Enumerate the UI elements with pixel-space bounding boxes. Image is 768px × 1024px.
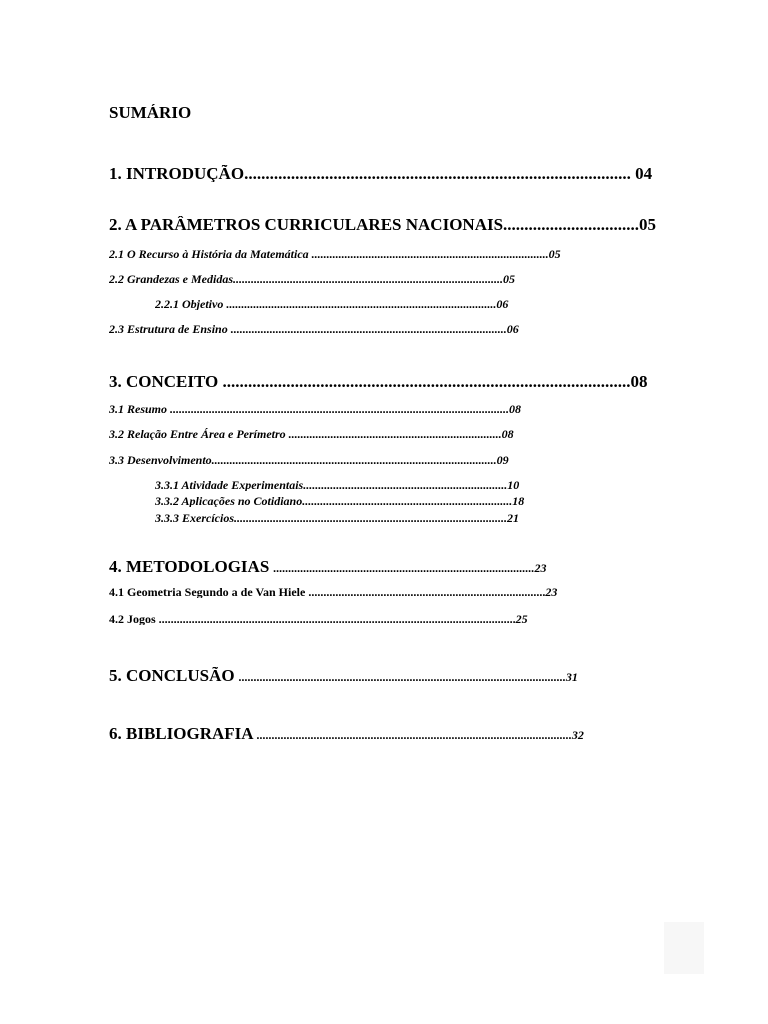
toc-entry[interactable] [109,403,693,415]
toc-entry-label: 2.2 Grandezas e Medidas [109,273,234,285]
toc-entry-label: 2.3 Estrutura de Ensino [109,323,231,335]
toc-entry-leader: ........................................................................................... [234,512,507,524]
toc-entry-label: 2.1 O Recurso à História da Matemática [109,248,312,260]
toc-entry[interactable] [109,586,693,598]
toc-entry[interactable] [109,273,693,285]
toc-entry-page: 18 [512,495,525,507]
page-corner-mark [664,922,704,974]
toc-entry-leader: ....................................................................... [288,428,502,440]
toc-entry-label: 4.1 Geometria Segundo a de Van Hiele [109,586,309,598]
toc-entry-label: 3.3.3 Exercícios [155,512,234,524]
toc-entry-page: 10 [507,479,520,491]
toc-entry-leader: ......................................................................................................... [256,728,572,742]
toc-entry-page: 23 [534,561,547,575]
toc-entry-leader: ............................................................................................... [211,454,497,466]
toc-entry-page: 25 [515,613,528,625]
toc-entry-leader: ....................................................................................................................... [158,613,516,625]
toc-entry-page: 23 [545,586,558,598]
toc-entry-leader: ........................................................................................... [244,165,631,182]
toc-entry-page: 04 [630,165,653,182]
toc-entry-label: 3.2 Relação Entre Área e Perímetro [109,428,289,440]
toc-entry[interactable] [109,667,693,684]
toc-entry[interactable] [109,373,693,390]
toc-entry[interactable] [109,428,693,440]
toc-entry-page: 05 [639,216,657,233]
toc-title: SUMÁRIO [109,104,192,121]
toc-entry-leader: ............................................................................... [308,586,546,598]
toc-entry-leader: .................................................................... [303,479,508,491]
toc-entry[interactable] [109,216,693,233]
toc-entry-page: 08 [501,428,514,440]
toc-entry[interactable] [109,725,693,742]
toc-entry[interactable] [155,479,693,491]
toc-entry-leader: ................................................................................................................. [170,403,510,415]
toc-entry-label: 4.2 Jogos [109,613,159,625]
toc-entry-page: 05 [503,273,516,285]
toc-entry-page: 09 [496,454,509,466]
toc-entry[interactable] [155,495,693,507]
toc-entry-leader: ....................................................................................... [273,561,535,575]
toc-entry-label: 1. INTRODUÇÃO [109,165,245,182]
toc-entry-label: 3.3.1 Atividade Experimentais [155,479,304,491]
toc-entry-page: 08 [509,403,522,415]
toc-entry[interactable] [109,558,693,575]
toc-entry-page: 06 [496,298,509,310]
toc-entry-page: 21 [507,512,519,524]
toc-entry-page: 32 [571,728,584,742]
toc-entry[interactable] [155,512,693,524]
toc-entry[interactable] [109,323,693,335]
toc-entry-leader: ............................................................................................ [230,323,507,335]
toc-entry-page: 31 [565,670,578,684]
toc-entry-page: 08 [630,373,648,390]
toc-entry-leader: .......................................................................................... [233,273,504,285]
toc-entry-leader: ............................................................................................................. [238,670,566,684]
toc-entry[interactable] [109,165,693,182]
toc-entry-label: 3.3.2 Aplicações no Cotidiano [155,495,303,507]
toc-entry[interactable] [109,613,693,625]
toc-entry-leader: ................................................................................................ [222,373,631,390]
toc-entry-label: 5. CONCLUSÃO [109,667,239,684]
toc-entry-leader: .......................................................................................... [226,298,497,310]
toc-entry-label: 2.2.1 Objetivo [155,298,227,310]
toc-entry[interactable] [155,298,693,310]
toc-entry-leader: ................................ [503,216,640,233]
toc-entry-label: 6. BIBLIOGRAFIA [109,725,257,742]
toc-entry-label: 3. CONCEITO [109,373,223,390]
toc-entry[interactable] [109,454,693,466]
toc-entry-page: 06 [506,323,519,335]
toc-entry[interactable] [109,248,693,260]
toc-entry-label: 2. A PARÂMETROS CURRICULARES NACIONAIS [109,216,504,233]
toc-entry-label: 3.3 Desenvolvimento [109,454,212,466]
toc-entry-leader: ............................................................................... [311,248,549,260]
toc-entry-label: 4. METODOLOGIAS [109,558,274,575]
toc-entry-page: 05 [548,248,561,260]
toc-entry-label: 3.1 Resumo [109,403,171,415]
toc-entry-leader: ...................................................................... [302,495,513,507]
